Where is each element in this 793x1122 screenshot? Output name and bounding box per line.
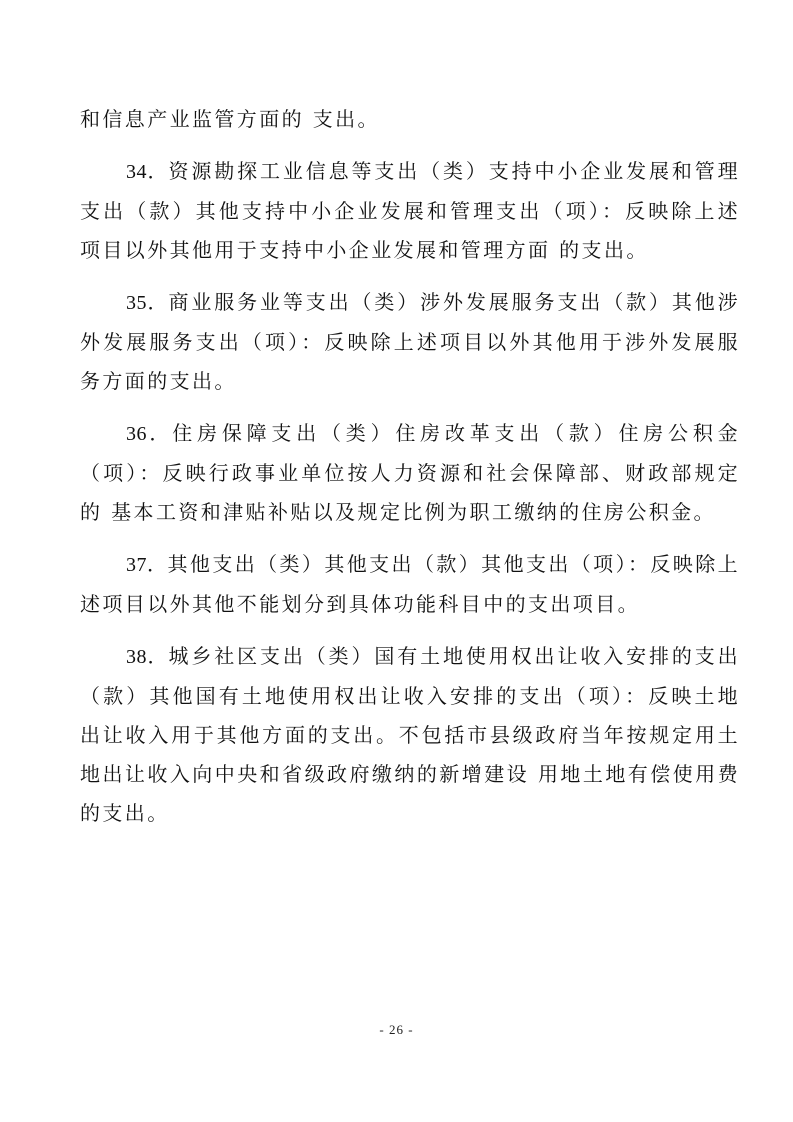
item-38-number: 38． [126,646,169,668]
item-35-number: 35． [126,292,169,314]
item-36-paragraph [80,414,740,532]
item-35-text: 商业服务业等支出（类）涉外发展服务支出（款）其他涉外发展服务支出（项）：反映除上述项目以外其他用于涉外发展服务方面的支出。 [80,290,741,393]
item-35-paragraph [80,283,740,401]
item-37-text: 其他支出（类）其他支出（款）其他支出（项）：反映除上述项目以外其他不能划分到具体功能科目中的支出项目。 [80,552,741,616]
item-36-text: 住房保障支出（类）住房改革支出（款）住房公积金（项）：反映行政事业单位按人力资源和社会保障部、财政部规定的 基本工资和津贴补贴以及规定比例为职工缴纳的住房公积金。 [80,421,741,524]
item-38-paragraph [80,637,740,833]
item-36-number: 36． [126,423,173,445]
document-body [80,100,740,833]
item-38-text: 城乡社区支出（类）国有土地使用权出让收入安排的支出（款）其他国有土地使用权出让收入安排的支出（项）：反映土地出让收入用于其他方面的支出。不包括市县级政府当年按规定用土地出让收入向中央和省级政府缴纳的新增建设 用地土地有偿使用费的支出。 [80,644,741,825]
item-34-paragraph [80,152,740,270]
item-34-number: 34． [126,161,169,183]
item-37-number: 37． [126,554,168,576]
item-34-text: 资源勘探工业信息等支出（类）支持中小企业发展和管理支出（款）其他支持中小企业发展和管理支出（项）：反映除上述项目以外其他用于支持中小企业发展和管理方面 的支出。 [80,159,741,262]
page-number: - 26 - [379,1022,414,1037]
continuation-paragraph: 和信息产业监管方面的 支出。 [80,107,380,131]
item-37-paragraph [80,545,740,624]
